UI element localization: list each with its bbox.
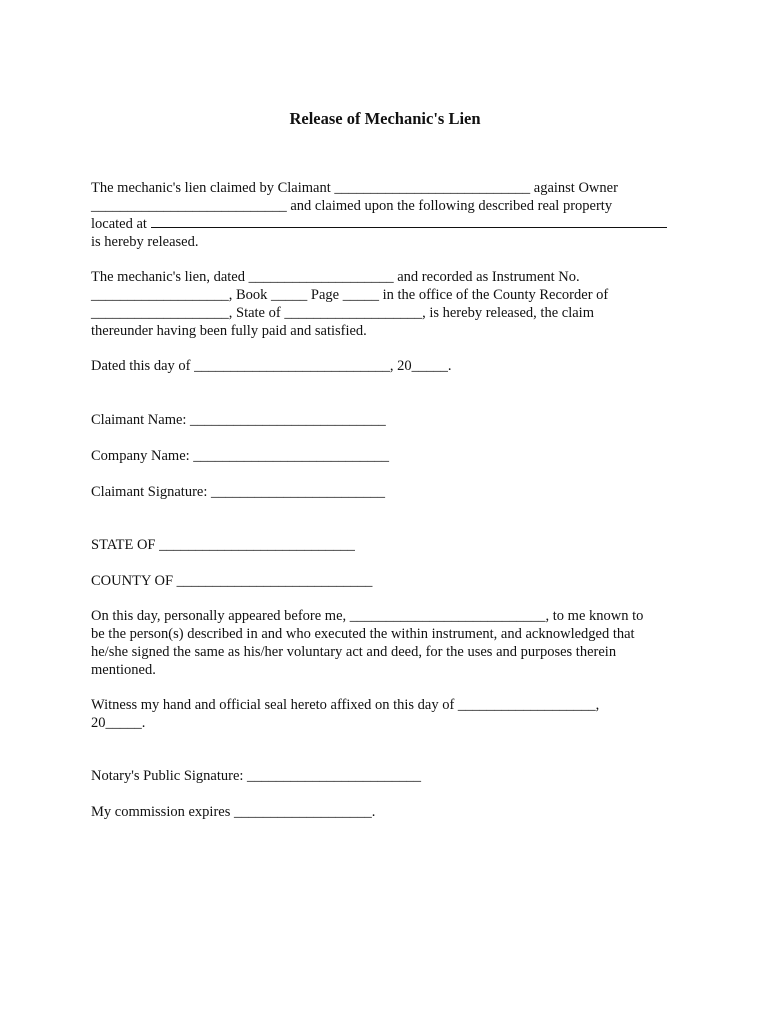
recording-line-2: ___________________, Book _____ Page _____ in the office of the County Recorder of (91, 287, 609, 303)
document-title: Release of Mechanic's Lien (289, 109, 481, 128)
witness-line-2: 20_____. (91, 715, 146, 731)
commission-expires-field (91, 803, 691, 821)
notary-line-4: mentioned. (91, 662, 156, 678)
company-name-field (91, 447, 691, 465)
dated-line-text: Dated this day of ___________________________, 20_____. (91, 358, 452, 374)
county-of-text: COUNTY OF ___________________________ (91, 573, 373, 589)
lien-claim-line-4: is hereby released. (91, 234, 199, 250)
commission-expires-text: My commission expires ___________________. (91, 804, 376, 820)
claimant-signature-field (91, 483, 691, 501)
notary-line-1: On this day, personally appeared before me, ___________________________, to me known to (91, 608, 644, 624)
state-of-text: STATE OF ___________________________ (91, 537, 355, 553)
paragraph-recording (91, 268, 691, 340)
recording-line-4: thereunder having been fully paid and satisfied. (91, 323, 367, 339)
paragraph-witness (91, 696, 691, 732)
paragraph-lien-claim (91, 179, 691, 251)
lien-claim-line-3 (91, 215, 691, 233)
company-name-text: Company Name: ___________________________ (91, 448, 390, 464)
witness-line-1: Witness my hand and official seal hereto affixed on this day of ___________________, (91, 697, 600, 713)
located-at-label: located at (91, 216, 147, 232)
county-of-field (91, 572, 691, 590)
property-location-field[interactable] (151, 215, 667, 228)
notary-line-3: he/she signed the same as his/her voluntary act and deed, for the uses and purposes therein (91, 644, 617, 660)
lien-claim-line-2: ___________________________ and claimed upon the following described real property (91, 198, 613, 214)
state-of-field (91, 536, 691, 554)
notary-line-2: be the person(s) described in and who executed the within instrument, and acknowledged that (91, 626, 635, 642)
claimant-name-text: Claimant Name: ___________________________ (91, 412, 386, 428)
paragraph-notary-acknowledgment (91, 607, 691, 679)
recording-line-3: ___________________, State of ___________________, is hereby released, the claim (91, 305, 594, 321)
notary-signature-field (91, 767, 691, 785)
lien-claim-line-1: The mechanic's lien claimed by Claimant ___________________________ against Owner (91, 180, 618, 196)
dated-line (91, 357, 691, 375)
claimant-signature-text: Claimant Signature: ________________________ (91, 484, 386, 500)
recording-line-1: The mechanic's lien, dated ____________________ and recorded as Instrument No. (91, 269, 580, 285)
notary-signature-text: Notary's Public Signature: ________________________ (91, 768, 422, 784)
claimant-name-field (91, 411, 691, 429)
